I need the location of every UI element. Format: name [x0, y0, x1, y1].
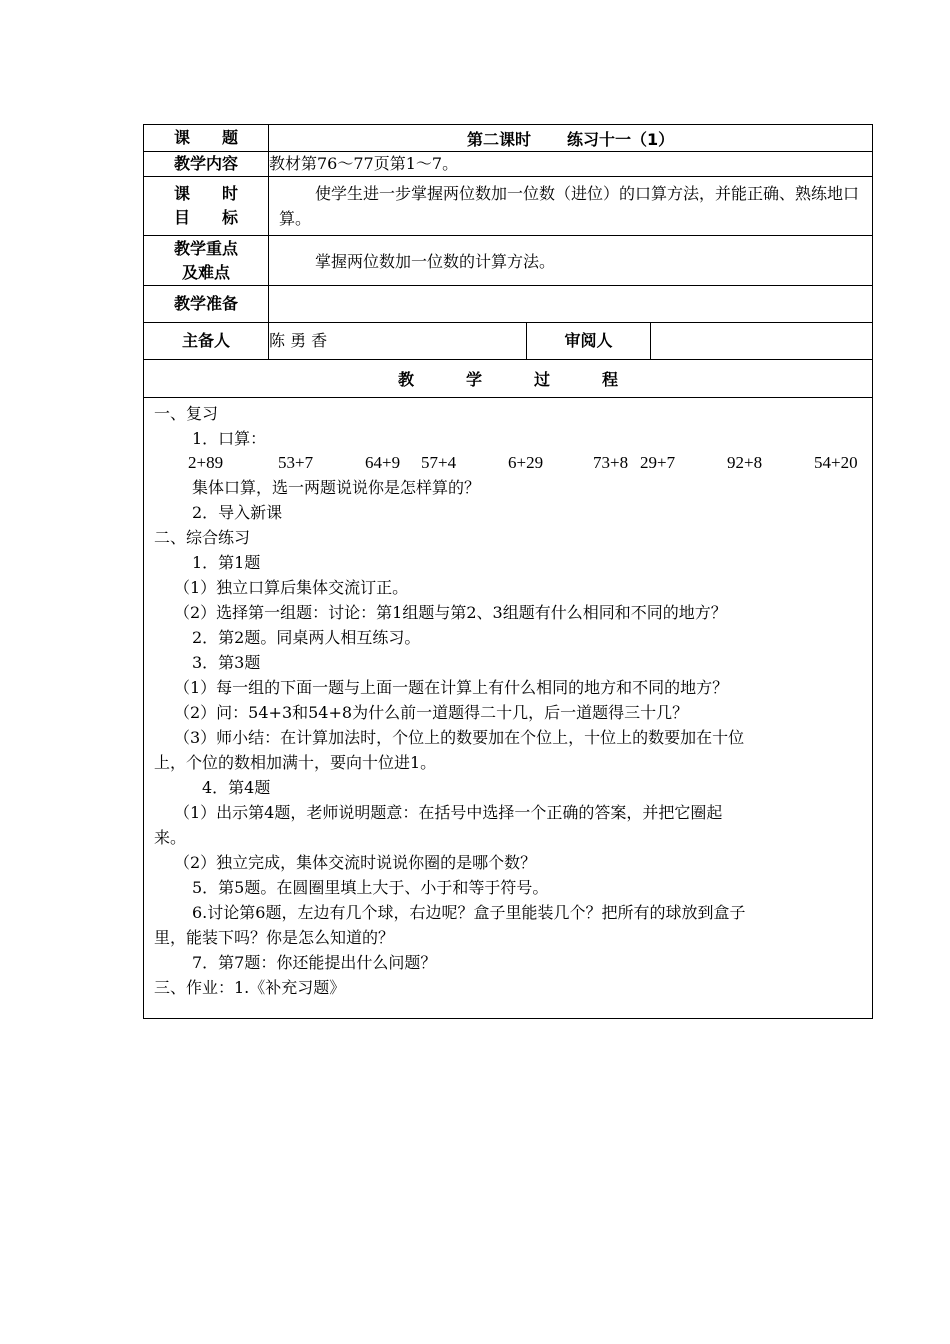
expr-5: 6+29	[508, 453, 544, 472]
keypoints-label	[144, 236, 269, 286]
expr-1: 2+89	[188, 453, 224, 472]
content-value: 教材第76～77页第1～7。	[269, 152, 873, 177]
row-process-heading	[144, 360, 873, 398]
q7-line: 7．第7题：你还能提出什么问题？	[192, 953, 437, 972]
topic-label: 课 题	[144, 125, 269, 152]
goal-label-line2: 目 标	[173, 208, 238, 227]
expr-3: 64+9	[365, 453, 401, 472]
lesson-plan-table	[143, 124, 873, 1019]
process-char-4: 程	[602, 370, 619, 389]
q1-title: 1．第1题	[192, 553, 261, 572]
q6-line1: 6.讨论第6题，左边有几个球，右边呢？盒子里能装几个？把所有的球放到盒子	[192, 903, 746, 922]
expr-7: 29+7	[640, 453, 676, 472]
process-char-2: 学	[466, 370, 483, 389]
keypoints-value: 掌握两位数加一位数的计算方法。	[269, 236, 873, 286]
process-char-1: 教	[397, 370, 414, 389]
topic-title: 练习十一（1）	[566, 129, 675, 149]
prep-value	[269, 286, 873, 323]
process-body	[144, 398, 873, 1019]
process-content	[144, 398, 872, 1018]
topic-value	[269, 125, 873, 152]
row-author	[144, 323, 873, 360]
row-topic	[144, 125, 873, 152]
process-heading	[144, 360, 873, 398]
expr-6: 73+8	[593, 453, 629, 472]
goal-label-line1: 课 时	[173, 184, 238, 203]
section-homework: 三、作业：1.《补充习题》	[154, 978, 346, 997]
item-mental-math: 1．口算：	[192, 429, 267, 448]
author-label: 主备人	[144, 323, 269, 360]
goal-label	[144, 177, 269, 236]
keypoints-label-line2: 及难点	[181, 262, 230, 282]
q3-title: 3．第3题	[192, 653, 261, 672]
q1-step1: （1）独立口算后集体交流订正。	[174, 578, 409, 597]
q6-line2: 里，能装下吗？你是怎么知道的？	[154, 928, 395, 947]
item-intro: 2．导入新课	[192, 503, 283, 522]
q3-step1: （1）每一组的下面一题与上面一题在计算上有什么相同的地方和不同的地方？	[174, 678, 729, 697]
q4-title: 4．第4题	[202, 778, 271, 797]
expr-2: 53+7	[278, 453, 314, 472]
goal-value	[269, 177, 873, 236]
process-char-3: 过	[534, 370, 551, 389]
row-process-body	[144, 398, 873, 1019]
q4-step2: （2）独立完成，集体交流时说说你圈的是哪个数？	[174, 853, 537, 872]
q3-step3-line2: 上，个位的数相加满十，要向十位进1。	[154, 753, 437, 772]
keypoints-label-line1: 教学重点	[173, 238, 238, 258]
author-value: 陈 勇 香	[269, 323, 527, 360]
section-practice: 二、综合练习	[154, 528, 251, 547]
section-review: 一、复习	[154, 404, 219, 423]
row-goal	[144, 177, 873, 236]
q5-line: 5．第5题。在圆圈里填上大于、小于和等于符号。	[192, 878, 549, 897]
q3-step2: （2）问：54+3和54+8为什么前一道题得二十几，后一道题得三十几？	[174, 703, 689, 722]
q1-step2: （2）选择第一组题：讨论：第1组题与第2、3组题有什么相同和不同的地方？	[174, 603, 727, 622]
q4-step1-line2: 来。	[154, 828, 187, 847]
topic-period: 第二课时	[466, 129, 531, 149]
mental-math-row	[188, 450, 862, 475]
row-preparation	[144, 286, 873, 323]
row-keypoints	[144, 236, 873, 286]
expr-9: 54+20	[814, 453, 858, 472]
row-content	[144, 152, 873, 177]
q2-line: 2．第2题。同桌两人相互练习。	[192, 628, 421, 647]
expr-4: 57+4	[421, 453, 457, 472]
expr-8: 92+8	[727, 453, 763, 472]
prep-label: 教学准备	[144, 286, 269, 323]
goal-text: 使学生进一步掌握两位数加一位数（进位）的口算方法，并能正确、熟练地口算。	[279, 184, 860, 228]
reviewer-value	[651, 323, 873, 360]
q4-step1-line1: （1）出示第4题，老师说明题意：在括号中选择一个正确的答案，并把它圈起	[174, 803, 723, 822]
q3-step3-line1: （3）师小结：在计算加法时，个位上的数要加在个位上，十位上的数要加在十位	[174, 728, 745, 747]
line-collective: 集体口算，选一两题说说你是怎样算的？	[192, 478, 481, 497]
content-label: 教学内容	[144, 152, 269, 177]
reviewer-label: 审阅人	[527, 323, 651, 360]
